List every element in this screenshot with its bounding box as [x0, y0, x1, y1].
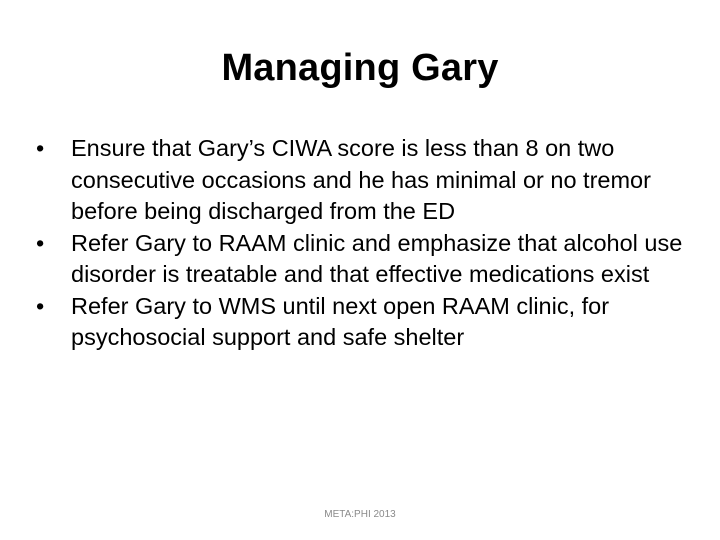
bullet-item-raam-referral	[36, 228, 686, 291]
bullet-marker: •	[36, 135, 45, 161]
bullet-text: Refer Gary to WMS until next open RAAM clinic, for psychosocial support and safe shelter	[71, 292, 610, 350]
bullet-marker: •	[36, 292, 45, 319]
slide-title: Managing Gary	[221, 47, 499, 89]
bullet-item-discharge-criteria	[36, 133, 686, 228]
bullet-marker: •	[36, 229, 45, 256]
bullet-text: Refer Gary to RAAM clinic and emphasize that alcohol use disorder is treatable and that effective medications exist	[71, 229, 683, 287]
slide-footer: META:PHI 2013	[324, 509, 396, 520]
bullet-item-wms-referral	[36, 291, 686, 354]
bullet-list	[36, 133, 686, 354]
bullet-text: Ensure that Gary’s CIWA score is less than 8 on two consecutive occasions and he has minimal or no tremor before being discharged from the ED	[71, 135, 651, 224]
